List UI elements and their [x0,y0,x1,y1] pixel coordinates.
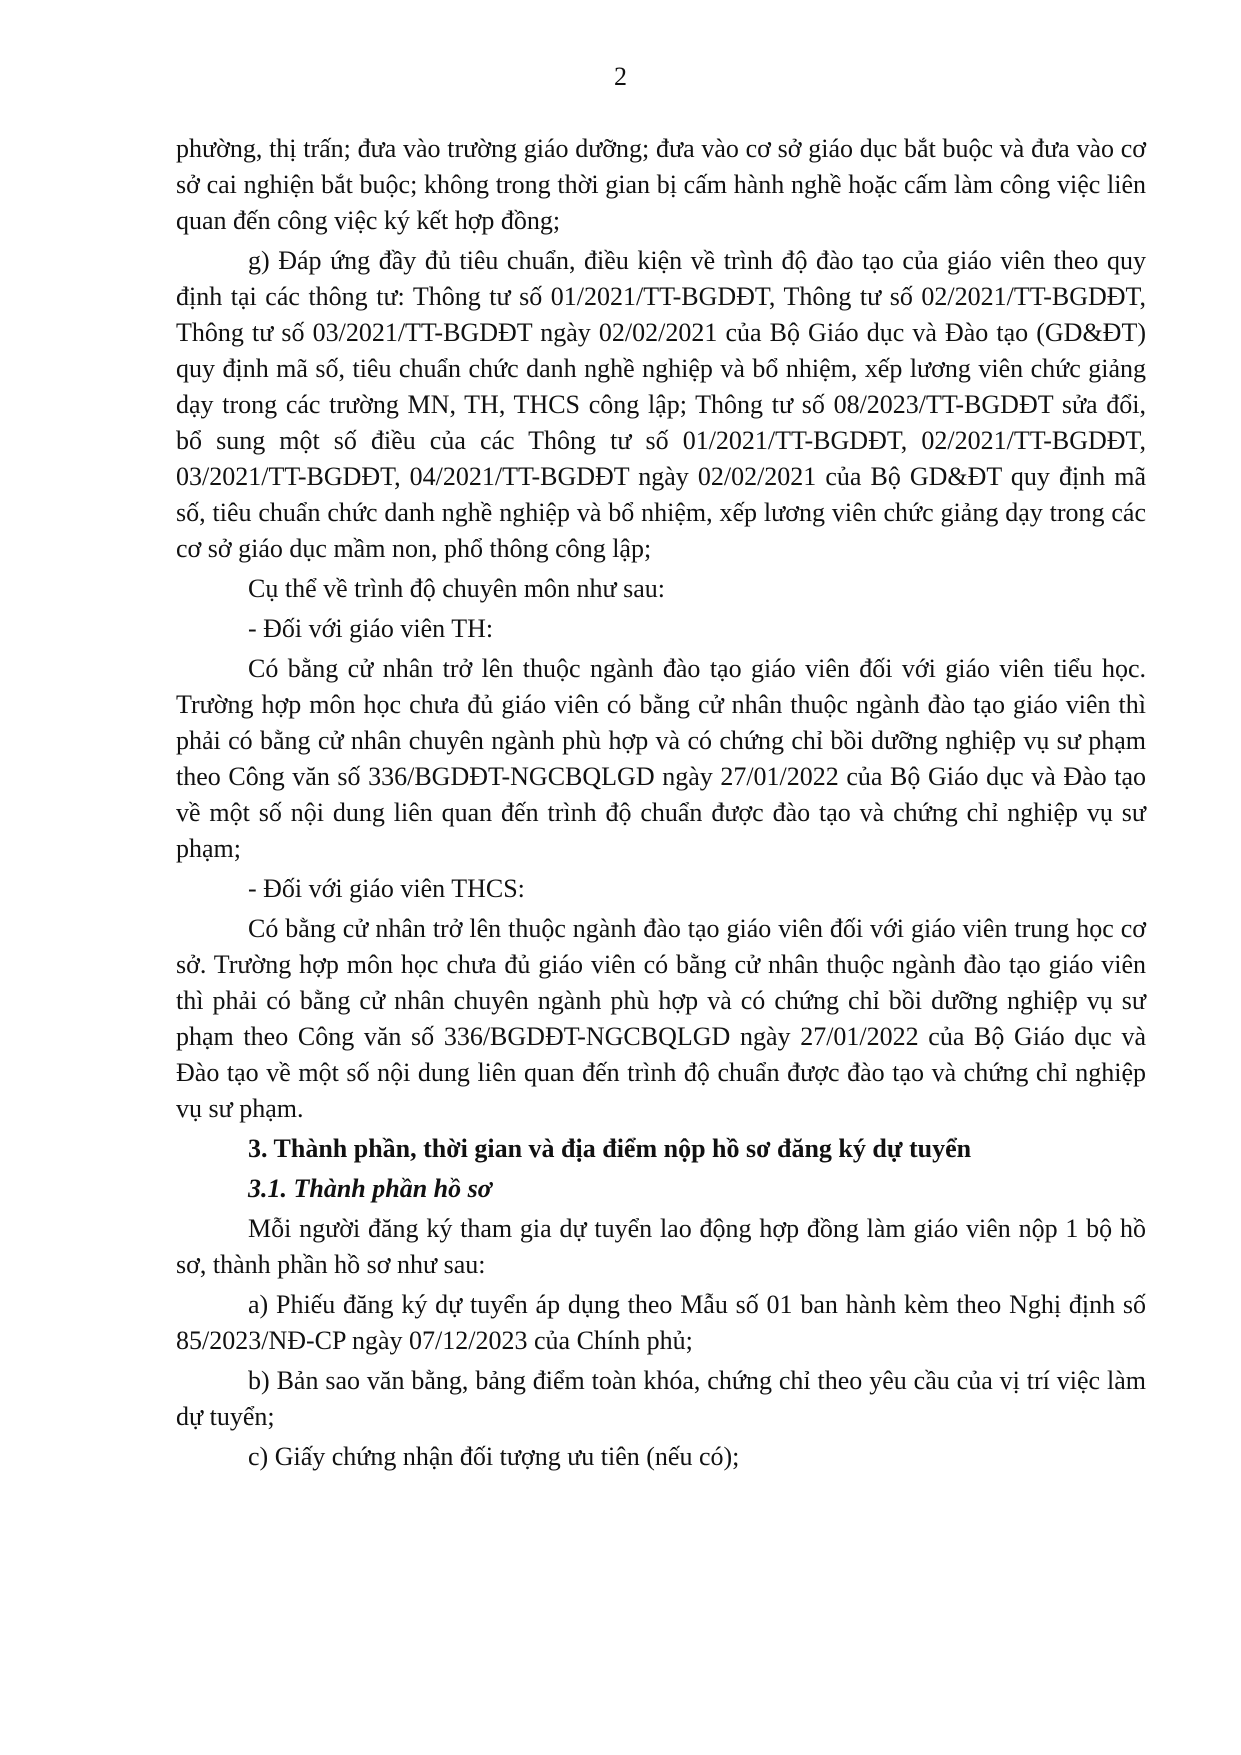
section-heading: 3. Thành phần, thời gian và địa điểm nộp hồ sơ đăng ký dự tuyển [248,1134,972,1163]
paragraph-primary-teacher-requirement: Có bằng cử nhân trở lên thuộc ngành đào tạo giáo viên đối với giáo viên tiểu học. Trường hợp môn học chưa đủ giáo viên có bằng cử nhân thuộc ngành đào tạo giáo viên thì phải có bằng cử nhân chuyên ngành phù hợp và có chứng chỉ bồi dưỡng nghiệp vụ sư phạm theo Công văn số 336/BGDĐT-NGCBQLGD ngày 27/01/2022 của Bộ Giáo dục và Đào tạo về một số nội dung liên quan đến trình độ chuẩn được đào tạo và chứng chỉ nghiệp vụ sư phạm; [176,654,1146,863]
paragraph-item-a: a) Phiếu đăng ký dự tuyển áp dụng theo Mẫu số 01 ban hành kèm theo Nghị định số 85/2023/NĐ-CP ngày 07/12/2023 của Chính phủ; [176,1290,1146,1355]
paragraph-secondary-teacher-label: - Đối với giáo viên THCS: [248,874,525,903]
subsection-heading: 3.1. Thành phần hồ sơ [248,1174,492,1203]
page-number: 2 [614,62,627,91]
paragraph-qualification-intro: Cụ thể về trình độ chuyên môn như sau: [248,574,666,603]
paragraph-continuation: phường, thị trấn; đưa vào trường giáo dưỡng; đưa vào cơ sở giáo dục bắt buộc và đưa vào cơ sở cai nghiện bắt buộc; không trong thời gian bị cấm hành nghề hoặc cấm làm công việc liên quan đến công việc ký kết hợp đồng; [176,134,1146,235]
paragraph-item-c: c) Giấy chứng nhận đối tượng ưu tiên (nếu có); [248,1442,740,1471]
paragraph-dossier-intro: Mỗi người đăng ký tham gia dự tuyển lao động hợp đồng làm giáo viên nộp 1 bộ hồ sơ, thành phần hồ sơ như sau: [176,1214,1146,1279]
paragraph-primary-teacher-label: - Đối với giáo viên TH: [248,614,494,643]
document-body [176,131,1146,1475]
paragraph-secondary-teacher-requirement: Có bằng cử nhân trở lên thuộc ngành đào tạo giáo viên đối với giáo viên trung học cơ sở. Trường hợp môn học chưa đủ giáo viên có bằng cử nhân thuộc ngành đào tạo giáo viên thì phải có bằng cử nhân chuyên ngành phù hợp và có chứng chỉ bồi dưỡng nghiệp vụ sư phạm theo Công văn số 336/BGDĐT-NGCBQLGD ngày 27/01/2022 của Bộ Giáo dục và Đào tạo về một số nội dung liên quan đến trình độ chuẩn được đào tạo và chứng chỉ nghiệp vụ sư phạm. [176,914,1146,1123]
paragraph-item-g: g) Đáp ứng đầy đủ tiêu chuẩn, điều kiện về trình độ đào tạo của giáo viên theo quy định tại các thông tư: Thông tư số 01/2021/TT-BGDĐT, Thông tư số 02/2021/TT-BGDĐT, Thông tư số 03/2021/TT-BGDĐT ngày 02/02/2021 của Bộ Giáo dục và Đào tạo (GD&ĐT) quy định mã số, tiêu chuẩn chức danh nghề nghiệp và bổ nhiệm, xếp lương viên chức giảng dạy trong các trường MN, TH, THCS công lập; Thông tư số 08/2023/TT-BGDĐT sửa đổi, bổ sung một số điều của các Thông tư số 01/2021/TT-BGDĐT, 02/2021/TT-BGDĐT, 03/2021/TT-BGDĐT, 04/2021/TT-BGDĐT ngày 02/02/2021 của Bộ GD&ĐT quy định mã số, tiêu chuẩn chức danh nghề nghiệp và bổ nhiệm, xếp lương viên chức giảng dạy trong các cơ sở giáo dục mầm non, phổ thông công lập; [176,246,1146,563]
paragraph-item-b: b) Bản sao văn bằng, bảng điểm toàn khóa, chứng chỉ theo yêu cầu của vị trí việc làm dự tuyển; [176,1366,1146,1431]
